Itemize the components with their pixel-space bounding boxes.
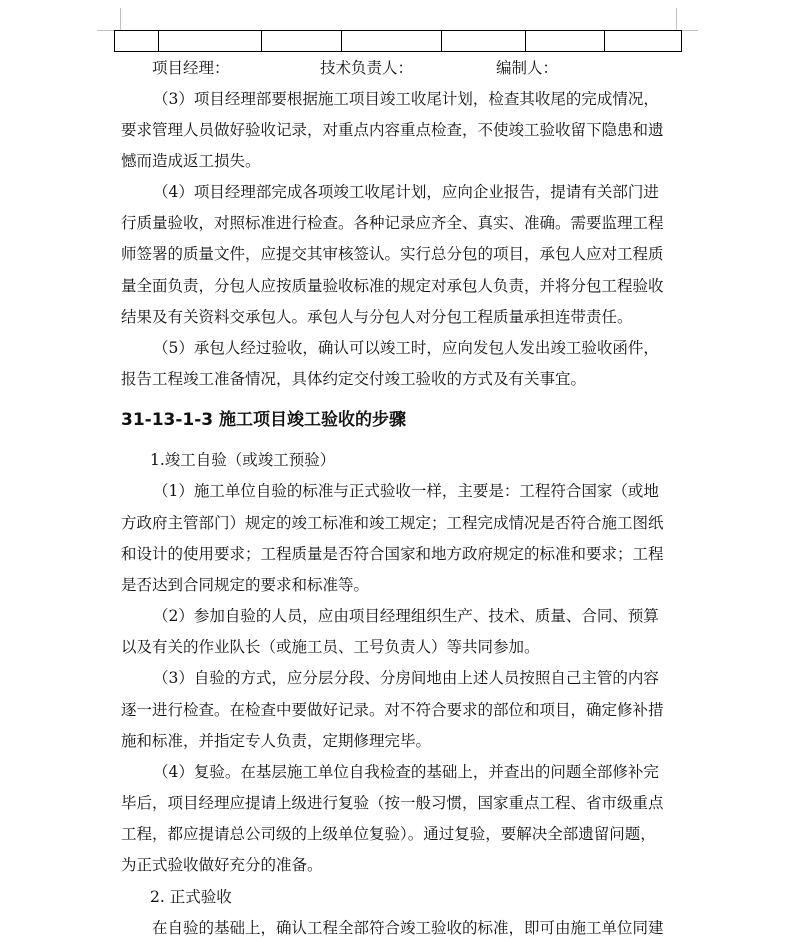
subheading-line: 1.竣工自验（或竣工预验）: [150, 451, 336, 469]
table-cell: [341, 31, 442, 52]
paragraph-line: 是否达到合同规定的要求和标准等。: [121, 576, 370, 594]
paragraph-line: （3）项目经理部要根据施工项目竣工收尾计划，检查其收尾的完成情况，: [153, 90, 659, 108]
paragraph-line: 为正式验收做好充分的准备。: [121, 856, 323, 874]
paragraph-line: 师签署的质量文件，应提交其审核签认。实行总分包的项目，承包人应对工程质: [121, 245, 664, 263]
signature-tech-lead: 技术负责人：: [320, 59, 414, 77]
table-cell: [605, 31, 682, 52]
paragraph-line: （1）施工单位自验的标准与正式验收一样，主要是：工程符合国家（或地: [153, 482, 659, 500]
signature-table: [114, 30, 682, 52]
table-cell: [115, 31, 159, 52]
subheading-line: 2. 正式验收: [150, 888, 232, 906]
paragraph-line: 量全面负责，分包人应按质量验收标准的规定对承包人负责，并将分包工程验收: [121, 277, 664, 295]
paragraph-line: （4）项目经理部完成各项竣工收尾计划，应向企业报告，提请有关部门进: [153, 183, 659, 201]
table-cell: [159, 31, 262, 52]
paragraph-line: 逐一进行检查。在检查中要做好记录。对不符合要求的部位和项目，确定修补措: [121, 701, 664, 719]
paragraph-line: （5）承包人经过验收，确认可以竣工时，应向发包人发出竣工验收函件，: [153, 339, 659, 357]
paragraph-line: 报告工程竣工准备情况，具体约定交付竣工验收的方式及有关事宜。: [121, 370, 587, 388]
paragraph-line: 工程，都应提请总公司级的上级单位复验）。通过复验，要解决全部遗留问题，: [121, 825, 656, 843]
table-cell: [526, 31, 605, 52]
table-cell: [442, 31, 526, 52]
margin-corner-mark: [676, 8, 677, 30]
table-row: [115, 31, 682, 52]
paragraph-line: 毕后，项目经理应提请上级进行复验（按一般习惯，国家重点工程、省市级重点: [121, 794, 664, 812]
section-heading: 31-13-1-3 施工项目竣工验收的步骤: [121, 410, 407, 430]
paragraph-line: 结果及有关资料交承包人。承包人与分包人对分包工程质量承担连带责任。: [121, 308, 633, 326]
paragraph-line: 憾而造成返工损失。: [121, 152, 261, 170]
signature-manager: 项目经理：: [152, 59, 230, 77]
paragraph-line: 和设计的使用要求；工程质量是否符合国家和地方政府规定的标准和要求；工程: [121, 545, 664, 563]
margin-corner-mark: [120, 8, 121, 30]
paragraph-line: 以及有关的作业队长（或施工员、工号负责人）等共同参加。: [121, 638, 540, 656]
paragraph-line: 施和标准，并指定专人负责，定期修理完毕。: [121, 732, 432, 750]
paragraph-line: 要求管理人员做好验收记录，对重点内容重点检查，不使竣工验收留下隐患和遗: [121, 121, 664, 139]
paragraph-line: 在自验的基础上，确认工程全部符合竣工验收的标准，即可由施工单位同建: [152, 919, 664, 937]
signature-author: 编制人：: [496, 59, 559, 77]
paragraph-line: 方政府主管部门）规定的竣工标准和竣工规定；工程完成情况是否符合施工图纸: [121, 514, 664, 532]
paragraph-line: （2）参加自验的人员，应由项目经理组织生产、技术、质量、合同、预算: [153, 607, 659, 625]
paragraph-line: 行质量验收，对照标准进行检查。各种记录应齐全、真实、准确。需要监理工程: [121, 214, 664, 232]
paragraph-line: （4）复验。在基层施工单位自我检查的基础上，并查出的问题全部修补完: [153, 763, 659, 781]
paragraph-line: （3）自验的方式，应分层分段、分房间地由上述人员按照自己主管的内容: [153, 669, 659, 687]
table-cell: [261, 31, 341, 52]
